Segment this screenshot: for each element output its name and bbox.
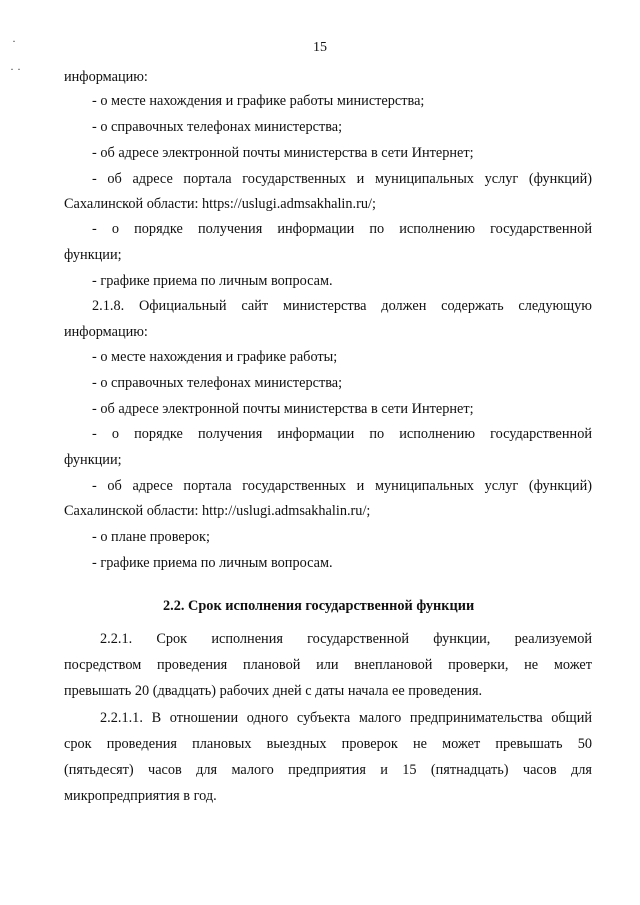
text-line: - о порядке получения информации по исполнению государственной [92, 221, 592, 237]
text-line: - графике приема по личным вопросам. [92, 555, 333, 571]
text-line: информацию: [64, 69, 148, 85]
text-line: - о плане проверок; [92, 529, 210, 545]
scan-mark-left: · · [10, 62, 21, 76]
section-heading: 2.2. Срок исполнения государственной функции [163, 598, 475, 614]
text-line: (пятьдесят) часов для малого предприятия и 15 (пятнадцать) часов для [64, 762, 592, 778]
text-line: превышать 20 (двадцать) рабочих дней с даты начала ее проведения. [64, 683, 483, 699]
text-line: - об адресе электронной почты министерства в сети Интернет; [92, 401, 474, 417]
text-line: - о справочных телефонах министерства; [92, 375, 343, 391]
text-line: - об адресе портала государственных и муниципальных услуг (функций) [92, 171, 592, 187]
page-number: 15 [313, 40, 327, 55]
text-line: посредством проведения плановой или внеплановой проверки, не может [64, 657, 592, 673]
text-line: - об адресе электронной почты министерства в сети Интернет; [92, 145, 474, 161]
text-line: - о месте нахождения и графике работы; [92, 349, 338, 365]
text-line: Сахалинской области: https://uslugi.admsakhalin.ru/; [64, 196, 376, 212]
text-line: срок проведения плановых выездных проверок не может превышать 50 [64, 736, 592, 752]
text-line: функции; [64, 247, 122, 263]
text-line: - графике приема по личным вопросам. [92, 273, 333, 289]
text-line: Сахалинской области: http://uslugi.admsakhalin.ru/; [64, 503, 371, 519]
text-line: 2.2.1. Срок исполнения государственной функции, реализуемой [100, 631, 592, 647]
text-line: - об адресе портала государственных и муниципальных услуг (функций) [92, 478, 592, 494]
text-line: 2.1.8. Официальный сайт министерства должен содержать следующую [92, 298, 592, 314]
text-line: - о порядке получения информации по исполнению государственной [92, 426, 592, 442]
text-line: информацию: [64, 324, 148, 340]
text-line: - о справочных телефонах министерства; [92, 119, 343, 135]
text-line: микропредприятия в год. [64, 788, 217, 804]
text-line: - о месте нахождения и графике работы министерства; [92, 93, 425, 109]
scan-mark-top: · [12, 34, 16, 48]
text-line: 2.2.1.1. В отношении одного субъекта малого предпринимательства общий [100, 710, 592, 726]
text-line: функции; [64, 452, 122, 468]
